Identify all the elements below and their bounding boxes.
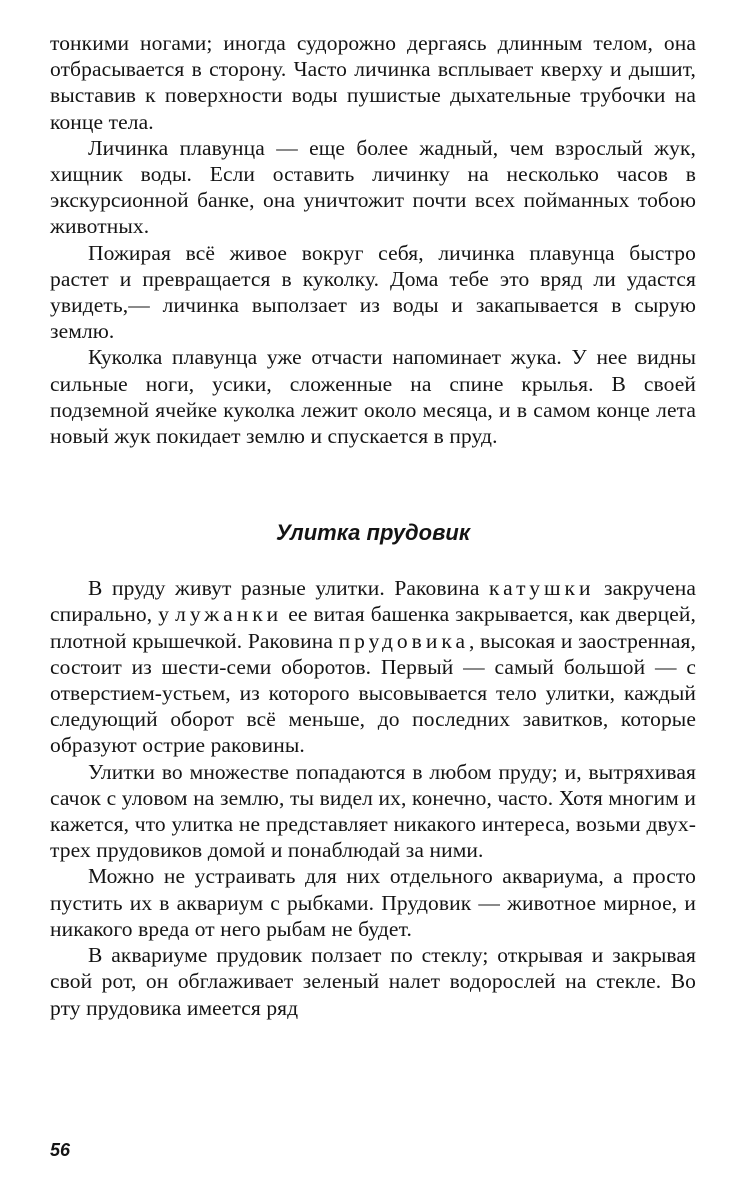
text-run: закручена спирально, у: [50, 576, 696, 627]
page-number: 56: [50, 1140, 71, 1160]
text-run: ее витая башенка закрывается, как дверцей, плотной крышечкой. Раковина: [50, 602, 696, 653]
section-heading: Улитка прудовик: [276, 520, 470, 546]
term-luzhanka: лужанки: [175, 602, 283, 627]
text-run: , высокая и заостренная, состоит из шести-семи оборотов. Первый — самый большой — с отверстием-устьем, из которого высовывается тело улитки, каждый следующий оборот всё меньше, до последних завитков, которые образуют острие раковины.: [50, 628, 696, 758]
term-prudovik: прудовика: [338, 628, 469, 653]
paragraph-feeding: В аквариуме прудовик ползает по стеклу; открывая и закрывая свой рот, он обглаживает зеленый налет водорослей на стекле. Во рту прудовика имеется ряд: [50, 943, 696, 1020]
text-run: В пруду живут разные улитки. Раковина: [88, 576, 489, 601]
paragraph-aquarium: Можно не устраивать для них отдельного аквариума, а просто пустить их в аквариум с рыбками. Прудовик — животное мирное, и никакого вреда от него рыбам не будет.: [50, 864, 696, 941]
paragraph-pupa-beetle: Куколка плавунца уже отчасти напоминает жука. У нее видны сильные ноги, усики, сложенные на спине крылья. В своей подземной ячейке куколка лежит около месяца, и в самом конце лета новый жук покидает землю и спускается в пруд.: [50, 345, 696, 449]
book-page: [50, 30, 696, 1021]
paragraph-larva-predator: Личинка плавунца — еще более жадный, чем взрослый жук, хищник воды. Если оставить личинку на несколько часов в экскурсионной банке, она уничтожит почти всех пойманных тобою животных.: [50, 135, 696, 239]
paragraph-larva-movement: тонкими ногами; иногда судорожно дергаясь длинным телом, она отбрасывается в сторону. Часто личинка всплывает кверху и дышит, выставив к поверхности воды пушистые дыхательные трубочки на конце тела.: [50, 31, 696, 134]
paragraph-snail-types: [50, 575, 696, 758]
term-katushka: катушки: [488, 576, 595, 601]
paragraph-snails-in-pond: Улитки во множестве попадаются в любом пруду; и, вытряхивая сачок с уловом на землю, ты видел их, конечно, часто. Хотя многим и кажется, что улитка не представляет никакого интереса, возьми двух-трех прудовиков домой и понаблюдай за ними.: [50, 759, 696, 863]
paragraph-larva-pupa: Пожирая всё живое вокруг себя, личинка плавунца быстро растет и превращается в куколку. Дома тебе это вряд ли удастся увидеть,— личинка выползает из воды и закапывается в сырую землю.: [50, 240, 696, 344]
